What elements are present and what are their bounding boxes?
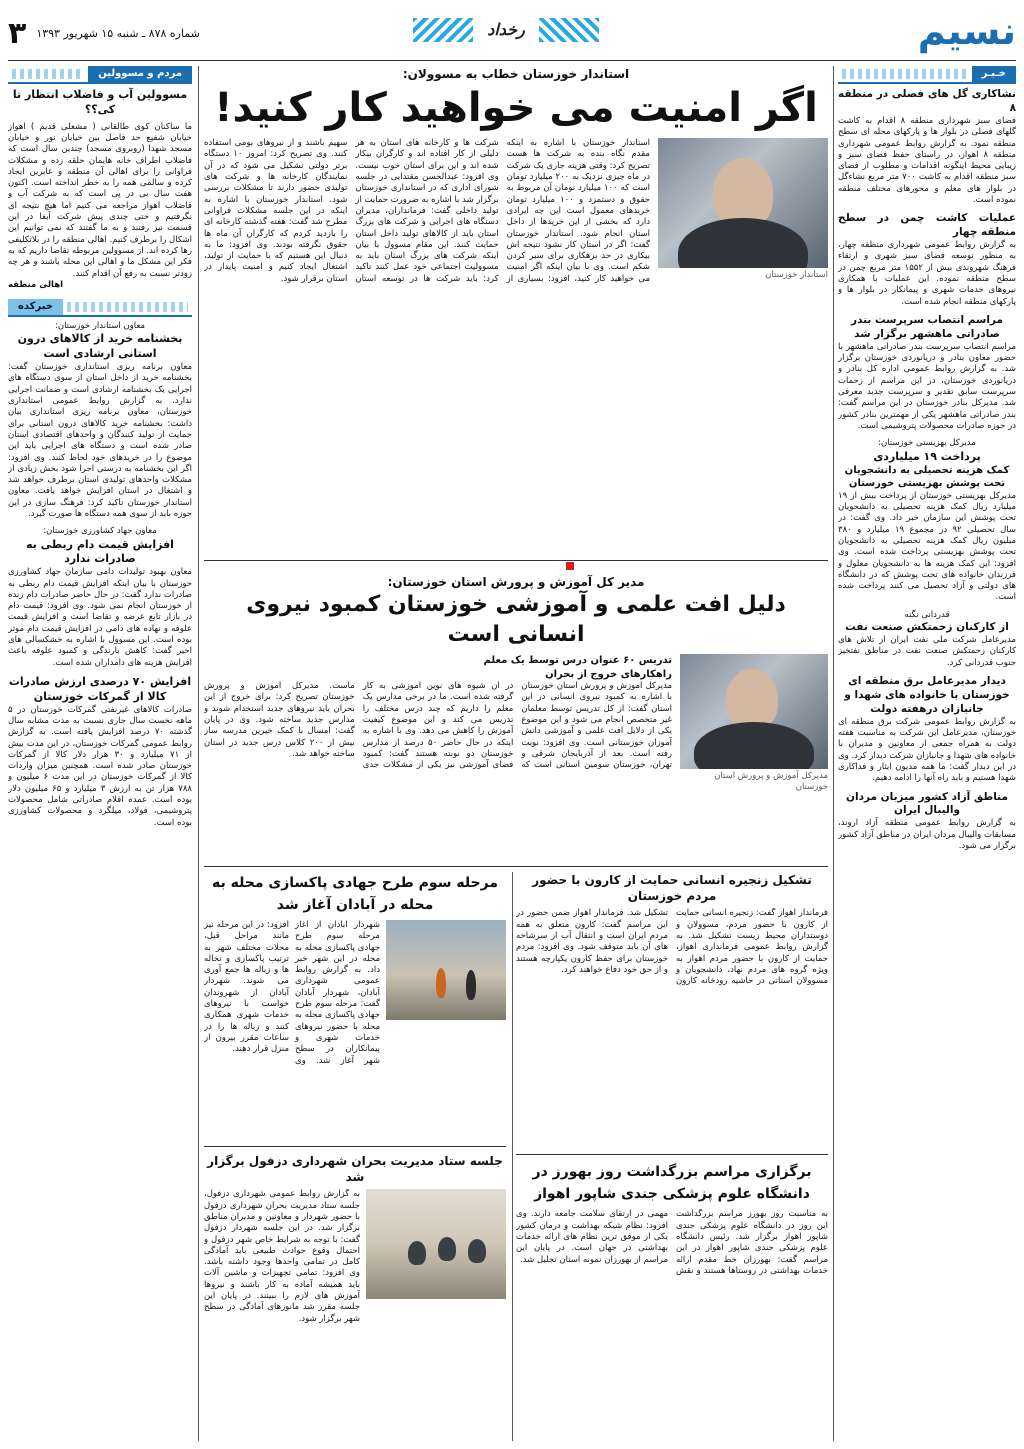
logo xyxy=(886,8,1016,54)
attendee-figure xyxy=(468,1239,486,1263)
pattern-tile-left xyxy=(539,18,599,42)
news-kicker: معاون جهاد کشاورزی خوزستان: xyxy=(43,526,157,537)
story-title: جلسه ستاد مدیریت بحران شهرداری دزفول برگزار شد xyxy=(207,1154,503,1185)
person-body xyxy=(678,218,808,268)
news-title: مراسم انتصاب سرپرست بندر صادراتی ماهشهر برگزار شد xyxy=(851,313,1003,340)
left-column xyxy=(8,66,192,1441)
story-rule xyxy=(516,1154,828,1155)
news-title: افزایش قیمت دام ربطی به صادرات ندارد xyxy=(26,537,174,566)
right-section-label: خـبـر xyxy=(972,66,1016,82)
news-body: مراسم انتصاب سرپرست بندر صادراتی ماهشهر با حضور معاون بنادر و دریانوردی خوزستان برگزار شد. به گزارش روابط عمومی اداره کل بنادر و دریانوردی خوزستان، در این مراسم از زحمات سرپرست سابق تقدیر و سرپرست جدید معرفی شد. مدیرکل بنادر خوزستان در این مراسم گفت: بندر صادراتی ماهشهر یکی از مهمترین بنادر کشور در حوزه صادرات محصولات پتروشیمی است. xyxy=(838,341,1016,431)
news-body: صادرات کالاهای غیرنفتی گمرکات خوزستان در ۵ ماهه نخست سال جاری نسبت به مدت مشابه سال گذشته ۷۰ درصد افزایش یافته است. به گزارش روابط عمومی گمرکات خوزستان، در این مدت بیش از ۷۱ میلیارد و ۳۰ هزار دلار کالا از گمرکات خوزستان صادر شده است. همچنین میزان واردات کالا از گمرکات خوزستان در این مدت ۶ میلیون و ۷۸۸ هزار تن به ارزش ۳ میلیارد و ۶۵ میلیون دلار بوده است. عمده اقلام صادراتی شامل محصولات پتروشیمی، فولاد، میلگرد و محصولات کشاورزی بوده است. xyxy=(8,704,192,828)
right-section-head xyxy=(838,66,1016,84)
letter-title: مسوولین آب و فاضلاب انتظار تا کی؟؟ xyxy=(12,88,188,116)
news-body: به گزارش روابط عمومی منطقه آزاد اروند، مسابقات والیبال مردان ایران در مناطق آزاد کشور برگزار می شود. xyxy=(838,818,1016,852)
left-section-label: مردم و مسوولین xyxy=(88,66,192,82)
photo-caption: مدیرکل آموزش و پرورش استان خوزستان xyxy=(714,771,828,793)
governor-photo xyxy=(658,138,828,268)
bottom-right-stories xyxy=(516,872,828,1441)
story-title: مرحله سوم طرح جهادی پاکسازی محله به محله در آبادان آغاز شد xyxy=(211,875,499,913)
news-kicker: قدردانی نگنه xyxy=(904,609,950,620)
edu-subhead: راهکارهای خروج از بحران xyxy=(545,668,672,680)
news-title: عملیات کاشت چمن در سطح منطقه چهار xyxy=(838,212,1016,239)
edu-director-photo xyxy=(680,654,828,769)
edu-body: مدیرکل آموزش و پرورش استان خوزستان با اشاره به کمبود نیروی انسانی در این استان گفت: از کل تدریس توسط معلمان غیر متخصص انجام می شود و این موضوع یکی از دلایل افت علمی و آموزشی دانش آموزان خوزستانی است. وی افزود: نوبت رفته است. بعد از آذربایجان شرقی و تهران، خوزستان سومین استانی است که در آن شیوه های نوین آموزشی به کار گرفته شده است. ما در برخی مدارس یک معلم را داریم که چند درس مختلف را تدریس می کند و این موضوع کیفیت آموزش را کاهش می دهد. وی با اشاره به اینکه در حال حاضر ۵۰ درصد از مدارس خوزستان دو نوبته هستند گفت: کمبود فضای آموزشی نیز یکی از مشکلات جدی ماست. مدیرکل آموزش و پرورش خوزستان تصریح کرد: برای خروج از این بحران باید نیروهای جدید استخدام شوند و مدارس جدید ساخته شود. وی در پایان گفت: امسال با کمک خیرین مدرسه ساز بیش از ۲۰۰ کلاس درس جدید در استان ساخته خواهد شد. xyxy=(204,681,672,771)
news-title: بخشنامه خرید از کالاهای درون استانی ارشادی است xyxy=(17,332,183,361)
attendee-figure xyxy=(438,1237,456,1261)
abadan-cleanup-photo xyxy=(386,920,506,1020)
main-body: استاندار خوزستان با اشاره به اینکه مقدم نگاه بنده به شرکت ها هست تصریح کرد: وقتی هزینه جاری یک شرکت در ماه چیزی نزدیک به ۲۰۰ میلیارد تومان است که ۱۰۰ میلیارد تومان آن مربوط به حقوق و دستمزد و ۱۰۰ میلیارد تومان خریدهای معمول است این چه ایرادی دارد که بخشی از این خریدها از داخل استان انجام شود. استاندار خوزستان گفت: اگر در استان کار نشود نتیجه اش بیکاری در حد بزهکاری برای سیر کردن شکم است. وی با بیان اینکه اگر امنیت می خواهید کار کنید، افزود: بسیاری از شرکت ها و کارخانه های استان به هر دلیلی از کار افتاده اند و کارگران بیکار شده اند و این برای استان خوب نیست. وی افزود: عبدالحسن مقتدایی در جلسه شورای اداری که در استانداری خوزستان برگزار شد با اشاره به ضرورت حمایت از تولید داخلی گفت: فرمانداران، مدیران دستگاه های اجرایی و شرکت های بزرگ استان باید از کالاهای تولید داخل استان حمایت کنند. این مقام مسوول با بیان اینکه شرکت های بزرگ استان باید به مسوولیت اجتماعی خود عمل کنند تاکید کرد: باید شرکت ها در توسعه استان سهیم باشند و از نیروهای بومی استفاده کنند. وی تصریح کرد: امروز ۱۰ دستگاه برتر دولتی تشکیل می شود که در آن نمایندگان کارخانه ها و شرکت های تولیدی حضور دارند تا مشکلات بررسی شود. استاندار خوزستان با اشاره به اینکه در این جلسه مشکلات فراوانی مطرح شد گفت: هفته گذشته کارخانه ای را بازدید کردم که کارگران آن ماه ها حقوق نگرفته بودند. وی افزود: ما به دنبال این هستیم که با حمایت از تولید، اشتغال ایجاد کنیم و امنیت پایدار در استان برقرار شود. xyxy=(204,138,650,284)
photo-caption: استاندار خوزستان xyxy=(765,270,828,281)
news-body: به گزارش روابط عمومی شرکت برق منطقه ای خوزستان، مدیرعامل این شرکت به مناسبت هفته دولت به همراه جمعی از معاونین و مدیران با خانواده های شهدا و جانبازان شرکت دیدار کرد. وی در این دیدار گفت: ما همه مدیون ایثار و فداکاری شهدا هستیم و باید راه آنها را ادامه دهیم. xyxy=(838,716,1016,784)
news-title: نشاکاری گل های فصلی در منطقه ۸ xyxy=(838,88,1016,114)
news-body: معاون بهبود تولیدات دامی سازمان جهاد کشاورزی خوزستان با بیان اینکه افزایش قیمت دام ربطی به صادرات ندارد گفت: در حال حاضر صادرات دام زنده از خوزستان انجام نمی شود. وی افزود: قیمت دام در بازار تابع عرضه و تقاضا است و افزایش قیمت علوفه و نهاده های دامی در افزایش قیمت دام موثر بوده است. این مسوول با اشاره به خشکسالی های اخیر گفت: کاهش بارندگی و کمبود علوفه باعث افزایش هزینه های دامداران شده است. xyxy=(8,567,192,668)
right-news-column xyxy=(838,66,1016,1441)
news-body: مدیرعامل شرکت ملی نفت ایران از تلاش های کارکنان زحمتکش صنعت نفت در مناطق نفتخیز جنوب قدردانی کرد. xyxy=(838,634,1016,668)
news-section-head xyxy=(8,299,192,317)
person-silhouette xyxy=(726,669,778,729)
section-banner xyxy=(356,12,656,48)
edu-subhead: تدریس ۶۰ عنوان درس توسط یک معلم xyxy=(483,655,672,667)
page-number: ۳ xyxy=(8,16,27,51)
left-section-head xyxy=(8,66,192,84)
story-title: برگزاری مراسم بزرگداشت روز بهورز در دانشگاه علوم پزشکی جندی شاپور اهواز xyxy=(532,1164,812,1203)
right-news-list xyxy=(838,88,1016,852)
letter-body: ما ساکنان کوی طالقانی ( مشعلی قدیم ) اهواز خیابان شفیع حد فاصل بین خیابان نور و خیابان مسجد شهدا (روبروی مسجد) چندین سال است که فاضلاب اطراف خانه هایمان حلقه زده و مشکلات فراوانی را برای اهالی آن منطقه و عابرین ایجاد کرده و سالمی همه را به خطر انداخته است. اکنون هفت سال بی در پی است که به شرکت آب و فاضلاب اهواز مراجعه می کنیم اما هیچ نتیجه ای نگرفتیم و حتی چندی پیش شرکت آبفا در این قسمت نیز رفتند و به ما گفتند که نمی توانیم این اشکال را برطرف کنیم. اهالی منطقه را در بلاتکلیفی رها کرده اند. از مسوولین مربوطه تقاضا داریم که به فکر این مشکل ما و اهالی این محله باشند و هر چه زودتر نسبت به رفع آن اقدام کنند. xyxy=(8,121,192,279)
story-body: فرماندار اهواز گفت: زنجیره انسانی حمایت از کارون با حضور مردم، مسوولان و دوستداران محیط زیست تشکیل شد. به گزارش روابط عمومی فرمانداری اهواز، حمایت از کارون با حضور مردم اهواز به ویژه گروه های مردم نهاد، دانشجویان و مسوولان استانی در حاشیه رودخانه کارون تشکیل شد. فرماندار اهواز ضمن حضور در این مراسم گفت: کارون متعلق به همه مردم ایران است و انتقال آب از سرشاخه های آن باید متوقف شود. وی افزود: مردم خوزستان برای حفظ کارون یکپارچه هستند و از حق خود دفاع خواهند کرد. xyxy=(516,908,828,987)
attendee-figure xyxy=(408,1241,426,1265)
story-body: شهردار آبادان از آغاز مرحله سوم طرح جهادی پاکسازی محله به محله در این شهر خبر داد. به گزارش روابط عمومی شهرداری آبادان، شهردار آبادان گفت: مرحله سوم طرح جهادی پاکسازی محله به محله با حضور نیروهای خدمات شهری و پیمانکاران در سطح شهر آغاز شد. وی افزود: در این مرحله نیز مانند مراحل قبل، محلات مختلف شهر به ترتیب پاکسازی و نخاله ها و زباله ها جمع آوری می شوند. شهردار آبادان از شهروندان خواست با نیروهای خدمات شهری همکاری کنند و زباله ها را در ساعات مقرر بیرون از منزل قرار دهند. xyxy=(204,920,380,1066)
edu-bottom-rule xyxy=(204,866,828,867)
pattern-tile-right xyxy=(413,18,473,42)
news-title: پرداخت ۱۹ میلیاردی xyxy=(873,449,981,463)
issue-line: شماره ۸۷۸ ـ شنبه ۱۵ شهریور ۱۳۹۳ xyxy=(36,26,200,40)
news-kicker: معاون استاندار خوزستان: xyxy=(54,321,146,332)
main-story xyxy=(204,66,828,556)
news-title: از کارکنان زحمتکش صنعت نفت xyxy=(845,621,1009,634)
story-body: به مناسبت روز بهورز مراسم بزرگداشت این روز در دانشگاه علوم پزشکی جندی شاپور اهواز برگزار شد. رئیس دانشگاه علوم پزشکی جندی شاپور اهواز در این مراسم گفت: بهورزان خط مقدم ارائه خدمات بهداشتی در روستاها هستند و نقش مهمی در ارتقای سلامت جامعه دارند. وی افزود: نظام شبکه بهداشت و درمان کشور یکی از موفق ترین نظام های ارائه خدمات بهداشتی در جهان است. در پایان این مراسم از بهورزان نمونه استان تجلیل شد. xyxy=(516,1209,828,1276)
right-column-divider xyxy=(833,66,834,1441)
news-title: افزایش ۷۰ درصدی ارزش صادرات کالا از گمرکات خوزستان xyxy=(8,674,192,703)
worker-figure xyxy=(436,968,446,998)
bottom-divider xyxy=(512,872,513,1441)
worker-figure xyxy=(466,970,476,1000)
news-section-label: خبرکده xyxy=(8,299,63,315)
news-title: دیدار مدیرعامل برق منطقه ای خوزستان با خانواده های شهدا و جانبازان درهفته دولت xyxy=(844,674,1010,715)
news-body: به گزارش روابط عمومی شهرداری منطقه چهار، به منظور توسعه فضای سبز شهری و ارتقاء فرهنگ شهروندی بیش از ۱۵۵۲ متر مربع چمن در سطح منطقه نموده. این عملیات با همکاری نیروهای خدمات شهری و پیمانکار در بلوار ها و پارکهای منطقه انجام شده است. xyxy=(838,240,1016,307)
bottom-left-stories xyxy=(204,872,506,1441)
right-section-pattern xyxy=(842,69,968,79)
story-body: به گزارش روابط عمومی شهرداری دزفول، جلسه ستاد مدیریت بحران شهرداری دزفول با حضور شهردار و معاونین و مدیران مناطق برگزار شد. در این جلسه شهردار دزفول گفت: با توجه به شرایط خاص شهر دزفول و احتمال وقوع حوادث طبیعی باید آمادگی کامل در تمامی واحدها وجود داشته باشد. وی افزود: تمامی تجهیزات و ماشین آلات باید همیشه آماده به کار باشند و نیروها آموزش های لازم را ببینند. در پایان این جلسه مقرر شد مانورهای آمادگی در سطح شهر برگزار شود. xyxy=(204,1189,360,1324)
left-section-pattern xyxy=(12,69,84,79)
edu-headline: دلیل افت علمی و آموزشی خوزستان کمبود نیروی انسانی است xyxy=(246,592,786,648)
header-rule xyxy=(8,60,1016,61)
news-body: فضای سبز شهرداری منطقه ۸ اقدام به کاشت گلهای فصلی در بلوار ها و پارکهای محله ای سطح منطقه نمود. به گزارش روابط عمومی شهرداری منطقه ۸ اهواز، در راستای حفظ فضای سبز و زیبایی محیط اینگونه اقدامات و مطلوب از فضای سبز منطقه اقدام به کاشت ۷۰۰ متر مربع نشاءگل در بلوار های معلم و محورهای مختلف منطقه نموده است. xyxy=(838,115,1016,205)
news-title: مناطق آزاد کشور میزبان مردان والیبال ایران xyxy=(846,790,1008,817)
news-title: کمک هزینه تحصیلی به دانشجویان تحت پوشش بهزیستی خوزستان xyxy=(844,465,1010,490)
main-bottom-rule xyxy=(204,560,828,561)
section-name: رخداد xyxy=(487,20,525,40)
news-section-pattern xyxy=(67,302,188,312)
news-body: مدیرکل بهزیستی خوزستان از پرداخت بیش از ۱۹ میلیارد ریال کمک هزینه تحصیلی به دانشجویان تحت پوشش این سازمان خبر داد. وی گفت: در سال تحصیلی ۹۲ در مجموع ۱۹ میلیارد و ۳۸۰ میلیون ریال کمک هزینه تحصیلی به دانشجویان تحت پوشش بهزیستی پرداخت شده است. وی افزود: این کمک هزینه ها به دانشجویان معلول و فرزندان خانواده های تحت پوشش که در دانشگاه های دولتی و آزاد تحصیل می کنند پرداخت شده است. xyxy=(838,490,1016,603)
dezful-meeting-photo xyxy=(366,1189,506,1299)
page-header xyxy=(8,6,1016,58)
logo-text: نسیم xyxy=(917,9,1016,53)
story-rule xyxy=(204,1146,506,1147)
edu-story xyxy=(204,574,828,864)
story-title: تشکیل زنجیره انسانی حمایت از کارون با حضور مردم خوزستان xyxy=(532,873,812,904)
news-kicker: مدیرکل بهزیستی خوزستان: xyxy=(878,438,976,449)
news-body: معاون برنامه ریزی استانداری خوزستان گفت: بخشنامه خرید از داخل استان از سوی دستگاه های اجرایی یک بخشنامه ارشادی است و ضمانت اجرایی ندارد. به گزارش روابط عمومی استانداری خوزستان، معاون برنامه ریزی استانداری بیان داشت: بخشنامه خرید کالاهای درون استانی برای حمایت از تولید کنندگان و واحدهای اقتصادی استان صادر شده است و دستگاه های اجرایی باید این موضوع را در خریدهای خود لحاظ کنند. وی افزود: اگر این بخشنامه به درستی اجرا شود بخش زیادی از مشکلات واحدهای تولیدی استان برطرف خواهد شد و اشتغال در استان افزایش خواهد یافت. معاون استاندار خوزستان تاکید کرد: فرهنگ سازی در این حوزه باید از سوی همه دستگاه ها صورت گیرد. xyxy=(8,362,192,519)
letter-signature: اهالی منطقه xyxy=(8,279,64,290)
edu-kicker: مدیر کل آموزش و پرورش استان خوزستان: xyxy=(387,575,645,589)
issue-info xyxy=(8,14,200,55)
red-marker xyxy=(566,562,574,570)
left-column-divider xyxy=(198,66,199,1441)
person-body xyxy=(694,722,814,769)
main-headline: اگر امنیت می خواهید کار کنید! xyxy=(214,85,818,132)
main-kicker: استاندار خوزستان خطاب به مسوولان: xyxy=(402,67,630,81)
